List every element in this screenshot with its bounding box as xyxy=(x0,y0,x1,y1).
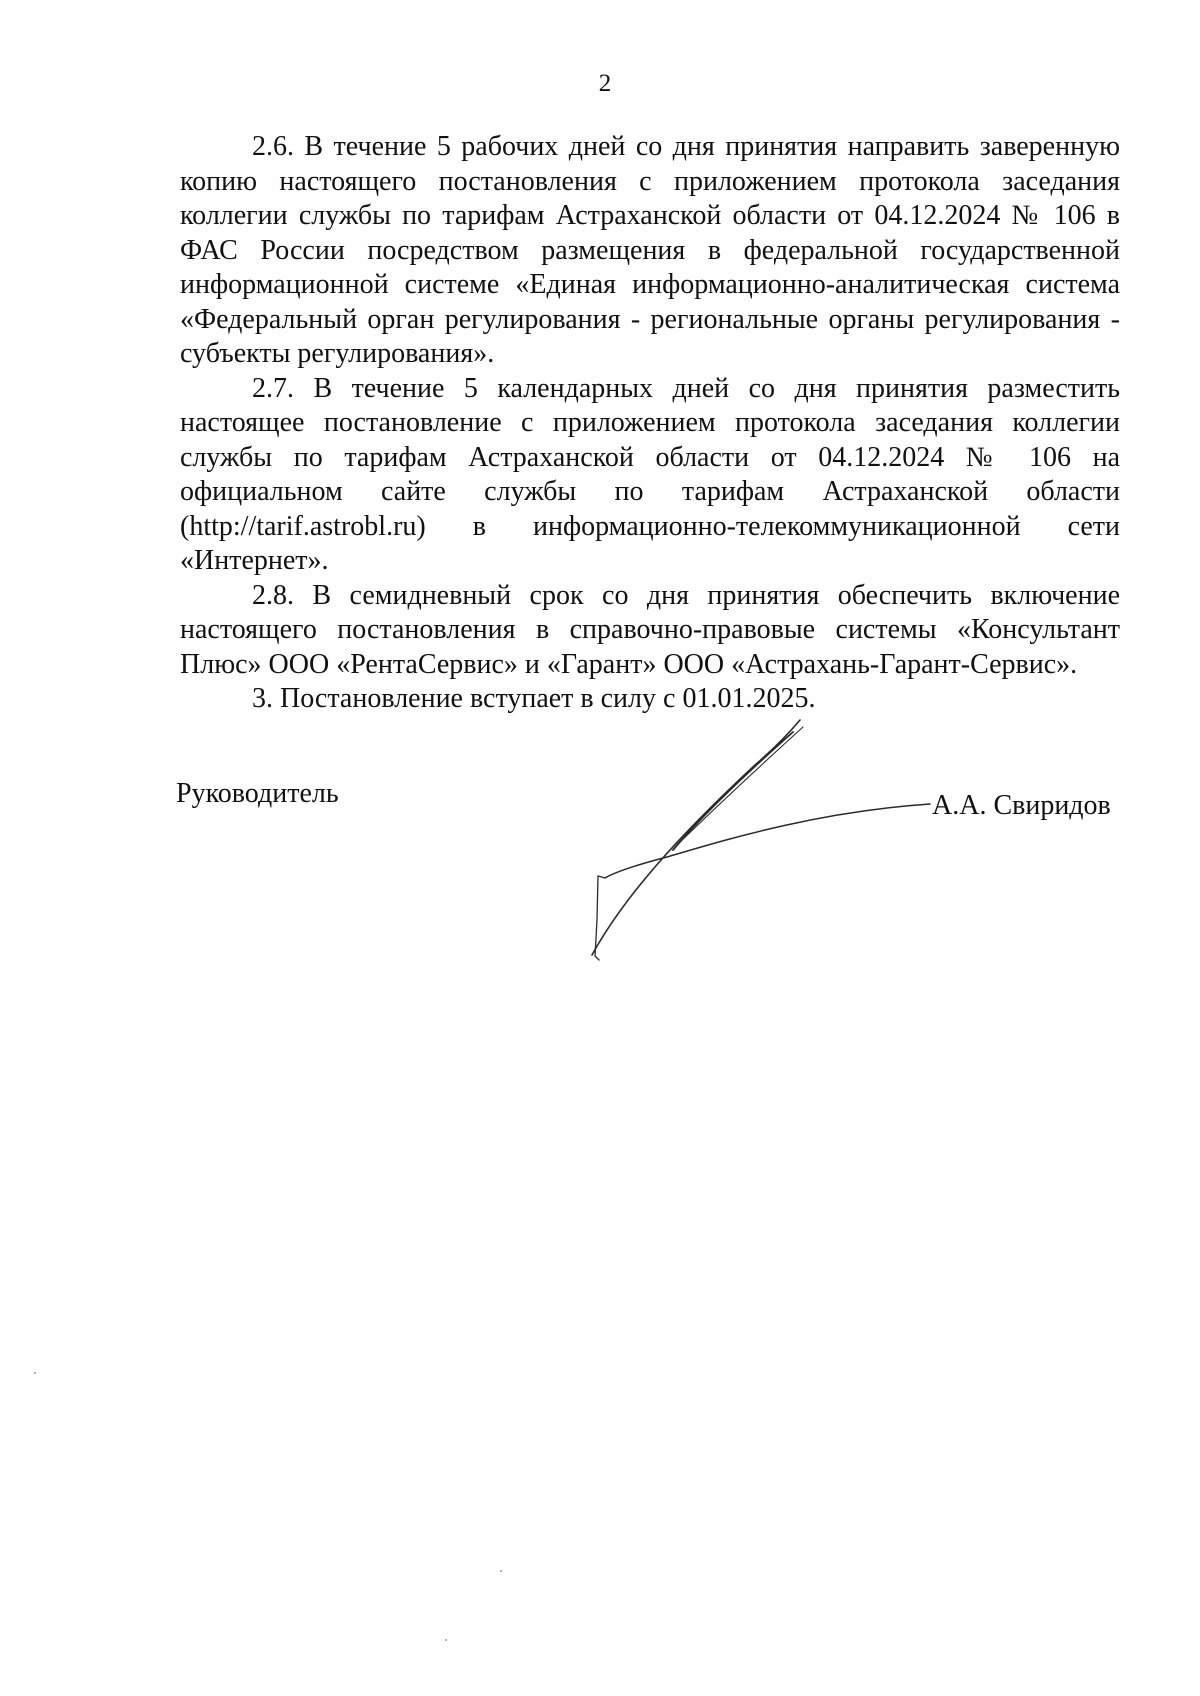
scan-speck xyxy=(445,1639,447,1641)
signer-name: А.А. Свиридов xyxy=(932,790,1111,821)
signature-stroke xyxy=(677,727,803,845)
signature-stroke xyxy=(605,804,930,878)
handwritten-signature xyxy=(585,700,945,970)
paragraph-3: 3. Постановление вступает в силу с 01.01.2025. xyxy=(252,683,816,714)
signature-stroke xyxy=(592,720,800,955)
signature-position-title: Руководитель xyxy=(176,778,339,809)
paragraph-2-7: 2.7. В течение 5 календарных дней со дня принятия разместить настоящее постановление с приложением протокола заседания коллегии службы по тарифам Астраханской области от 04.12.2024 № 106 на официальном сайте службы по тарифам Астраханской области (http://tarif.astrobl.ru) в информационно-телекоммуникационной сети «Интернет». xyxy=(180,372,1120,576)
document-body xyxy=(180,130,1120,717)
paragraph-2-6: 2.6. В течение 5 рабочих дней со дня принятия направить заверенную копию настоящего постановления с приложением протокола заседания коллегии службы по тарифам Астраханской области от 04.12.2024 № 106 в ФАС России посредством размещения в федеральной государственной информационной системе «Единая информационно-аналитическая система «Федеральный орган регулирования - региональные органы регулирования - субъекты регулирования». xyxy=(180,131,1120,369)
page-number: 2 xyxy=(598,70,612,97)
scan-speck xyxy=(34,1372,36,1374)
paragraph-2-8: 2.8. В семидневный срок со дня принятия обеспечить включение настоящего постановления в справочно-правовые системы «Консультант Плюс» ООО «РентаСервис» и «Гарант» ООО «Астрахань-Гарант-Сервис». xyxy=(180,579,1120,680)
scan-speck xyxy=(500,1570,502,1572)
